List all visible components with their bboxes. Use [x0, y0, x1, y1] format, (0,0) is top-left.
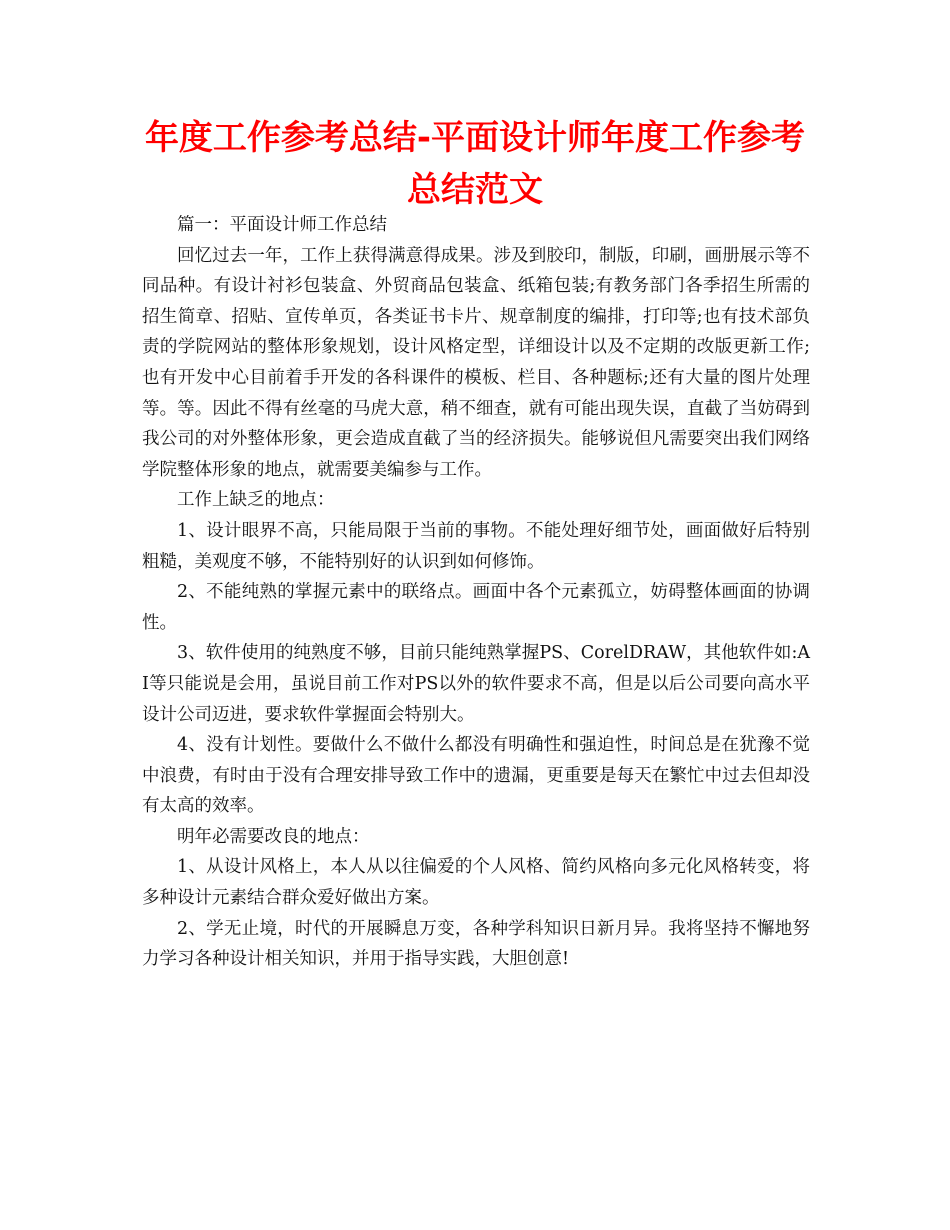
list-item: 2、不能纯熟的掌握元素中的联络点。画面中各个元素孤立，妨碍整体画面的协调性。	[142, 582, 810, 633]
subheading: 明年必需要改良的地点：	[177, 826, 370, 847]
list-item: 4、没有计划性。要做什么不做什么都没有明确性和强迫性，时间总是在犹豫不觉中浪费，有时由于没有合理安排导致工作中的遗漏，更重要是每天在繁忙中过去但却没有太高的效率。	[142, 735, 810, 817]
document-body	[142, 210, 810, 975]
document-title: 年度工作参考总结-平面设计师年度工作参考总结范文	[144, 118, 806, 210]
subheading: 工作上缺乏的地点：	[177, 490, 335, 511]
section-heading: 篇一：平面设计师工作总结	[177, 215, 387, 235]
body-paragraph: 回忆过去一年，工作上获得满意得成果。涉及到胶印，制版，印刷，画册展示等不同品种。有设计衬衫包装盒、外贸商品包装盒、纸箱包装;有教务部门各季招生所需的招生简章、招贴、宣传单页，各类证书卡片、规章制度的编排，打印等;也有技术部负责的学院网站的整体形象规划，设计风格定型，详细设计以及不定期的改版更新工作;也有开发中心目前着手开发的各科课件的模板、栏目、各种题标;还有大量的图片处理等。等。因此不得有丝毫的马虎大意，稍不细查，就有可能出现失误，直截了当妨碍到我公司的对外整体形象，更会造成直截了当的经济损失。能够说但凡需要突出我们网络学院整体形象的地点，就需要美编参与工作。	[142, 245, 810, 480]
list-item: 2、学无止境，时代的开展瞬息万变，各种学科知识日新月异。我将坚持不懈地努力学习各种设计相关知识，并用于指导实践，大胆创意!	[142, 918, 810, 970]
list-item: 1、从设计风格上，本人从以往偏爱的个人风格、简约风格向多元化风格转变，将多种设计元素结合群众爱好做出方案。	[142, 857, 810, 909]
list-item: 1、设计眼界不高，只能局限于当前的事物。不能处理好细节处，画面做好后特别粗糙，美观度不够，不能特别好的认识到如何修饰。	[142, 520, 810, 572]
list-item: 3、软件使用的纯熟度不够，目前只能纯熟掌握PS、CorelDRAW，其他软件如:AI等只能说是会用，虽说目前工作对PS以外的软件要求不高，但是以后公司要向高水平设计公司迈进，要求软件掌握面会特别大。	[142, 643, 810, 725]
